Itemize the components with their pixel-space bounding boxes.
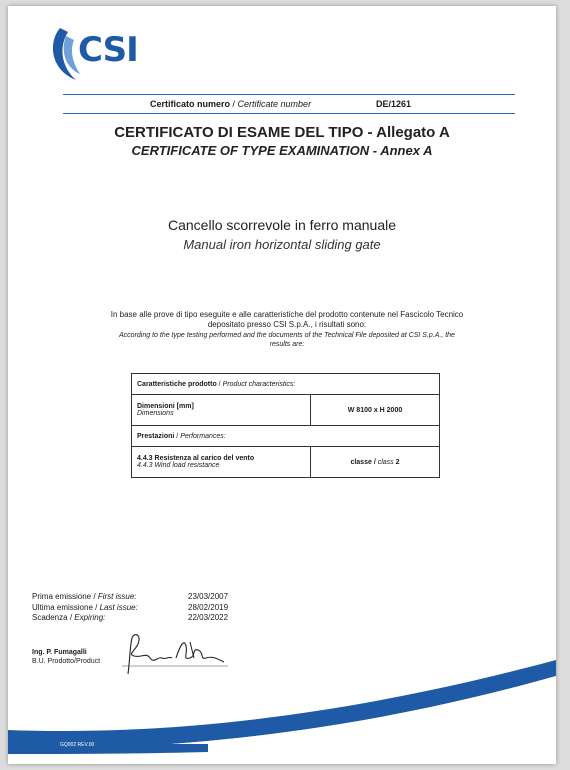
wind-resistance-value: classe / class 2: [311, 447, 440, 478]
performance-header: Prestazioni / Performances:: [132, 426, 440, 447]
first-issue-date: 23/03/2007: [188, 592, 229, 601]
issue-dates: [32, 592, 262, 624]
csi-logo-text: CSI: [78, 30, 138, 70]
certificate-page: [8, 6, 556, 764]
expiry-row: Scadenza / Expiring: 22/03/2022: [32, 613, 229, 622]
first-issue-row: Prima emissione / First issue: 23/03/2007: [32, 592, 229, 601]
table-row: [132, 395, 440, 426]
certificate-number: DE/1261: [376, 99, 412, 109]
dimensions-value: W 8100 x H 2000: [311, 395, 440, 426]
wind-resistance-label: 4.4.3 Resistenza al carico del vento 4.4.3 Wind load resistance: [132, 447, 311, 478]
signatory-name: Ing. P. Fumagalli: [32, 649, 87, 656]
title-english: CERTIFICATE OF TYPE EXAMINATION - Annex A: [131, 143, 433, 158]
title-italian: CERTIFICATO DI ESAME DEL TIPO - Allegato A: [114, 124, 450, 141]
certificate-number-row: [63, 94, 515, 114]
last-issue-row: Ultima emissione / Last issue: 28/02/2019: [32, 602, 229, 612]
product-name-english: Manual iron horizontal sliding gate: [183, 237, 381, 252]
form-code: GQ002 REV.00: [60, 742, 95, 748]
signatory-role: B.U. Prodotto/Product: [32, 658, 101, 665]
table-row: [132, 426, 440, 447]
characteristics-header: Caratteristiche prodotto / Product characteristics:: [132, 374, 440, 395]
certificate-number-label: Certificato numero / Certificate number: [150, 99, 312, 109]
table-row: [132, 374, 440, 395]
table-row: [132, 447, 440, 478]
dimensions-label: Dimensioni [mm] Dimensions: [132, 395, 311, 426]
intro-text-english: According to the type testing performed and the documents of the Technical File deposited at CSI S.p.A., the results are:: [119, 332, 455, 348]
last-issue-date: 28/02/2019: [188, 602, 229, 612]
product-name-italian: Cancello scorrevole in ferro manuale: [168, 217, 396, 233]
characteristics-table: [131, 373, 440, 478]
intro-text-italian: In base alle prove di tipo eseguite e alle caratteristiche del prodotto contenute nel Fascicolo Tecnico depositato presso CSI S.p.A., i risultati sono:: [110, 310, 464, 329]
expiry-date: 22/03/2022: [188, 613, 229, 622]
